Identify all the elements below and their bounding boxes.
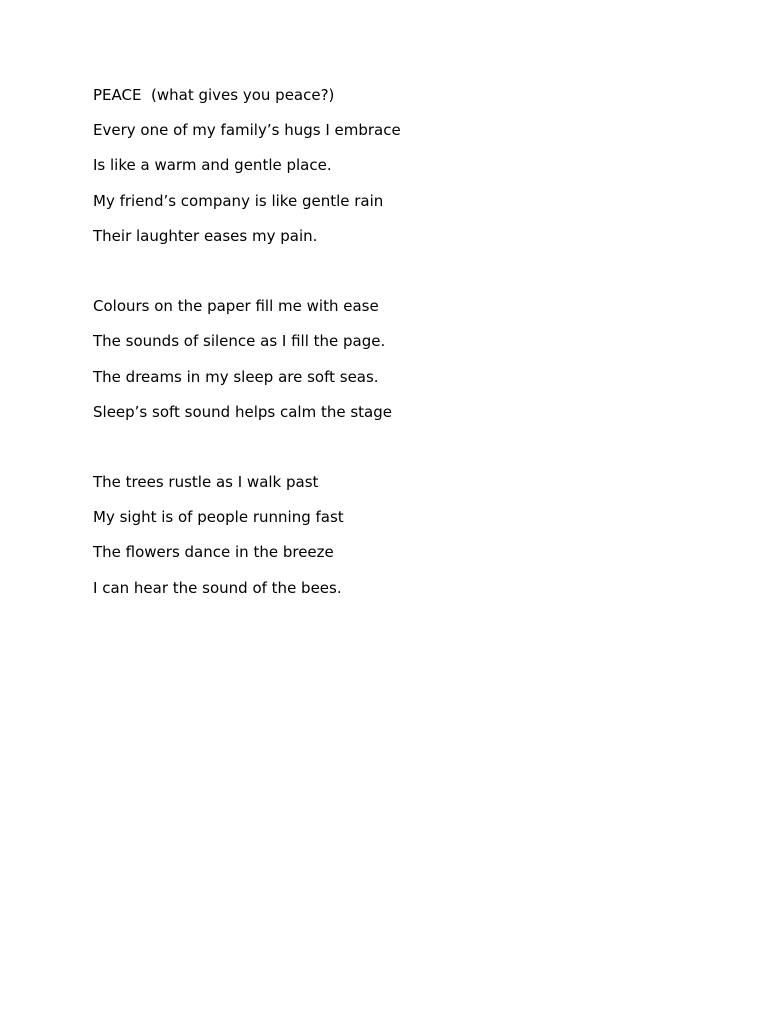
stanza-gap [93, 438, 693, 473]
poem-line: Is like a warm and gentle place. [93, 156, 332, 175]
poem-line: The dreams in my sleep are soft seas. [93, 367, 379, 386]
stanza-gap [93, 262, 693, 297]
poem-line: The sounds of silence as I fill the page. [93, 332, 386, 351]
stanza-2 [93, 297, 693, 422]
stanza-1 [93, 121, 693, 246]
poem-line: Colours on the paper fill me with ease [93, 297, 379, 316]
poem-line: Their laughter eases my pain. [93, 226, 318, 245]
poem-title: PEACE (what gives you peace?) [93, 86, 335, 104]
stanza-3 [93, 473, 693, 598]
poem-line: My sight is of people running fast [93, 508, 344, 527]
poem [93, 86, 693, 614]
poem-line: The trees rustle as I walk past [93, 473, 319, 492]
poem-line: The flowers dance in the breeze [93, 543, 334, 562]
poem-line: Sleep’s soft sound helps calm the stage [93, 402, 392, 421]
poem-line: My friend’s company is like gentle rain [93, 191, 384, 210]
poem-line: I can hear the sound of the bees. [93, 578, 342, 597]
poem-line: Every one of my family’s hugs I embrace [93, 121, 401, 140]
